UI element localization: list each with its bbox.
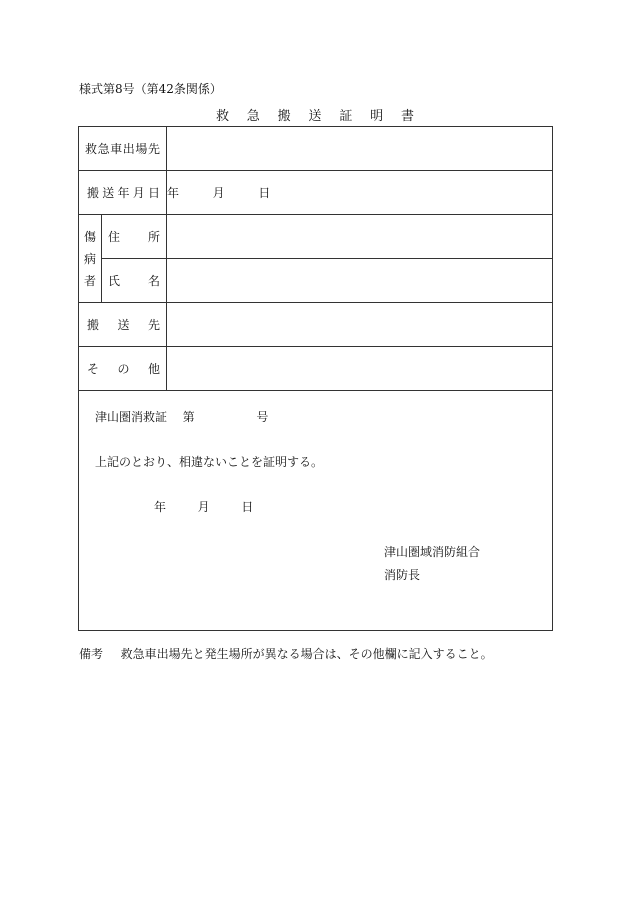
year-label: 年: [167, 186, 180, 200]
label-char: の: [117, 362, 130, 376]
remark-text: 救急車出場先と発生場所が異なる場合は、その他欄に記入すること。: [120, 647, 493, 661]
issuing-organization: 津山圏域消防組合: [384, 545, 481, 559]
day-label: 日: [241, 500, 254, 514]
day-label: 日: [258, 186, 271, 200]
label-char: 送: [117, 318, 130, 332]
row-dispatch-location: [79, 127, 553, 171]
label-other: [79, 347, 167, 391]
label-char: 氏: [108, 274, 121, 288]
transport-date-field[interactable]: [167, 171, 553, 215]
label-char: 搬: [87, 318, 100, 332]
label-char: 先: [147, 318, 160, 332]
label-char: 所: [147, 230, 160, 244]
label-char: 搬: [87, 186, 100, 200]
label-transport-date: [79, 171, 167, 215]
label-char: 急: [97, 142, 110, 156]
row-other: [79, 347, 553, 391]
year-label: 年: [154, 500, 167, 514]
title-char: 送: [308, 109, 322, 124]
label-char: 日: [147, 186, 160, 200]
row-certification: [79, 391, 553, 631]
other-field[interactable]: [167, 347, 553, 391]
label-char: 先: [147, 142, 160, 156]
fire-chief-title: 消防長: [384, 568, 421, 582]
patient-char: 傷: [83, 229, 96, 244]
destination-field[interactable]: [167, 303, 553, 347]
form-number: 様式第8号（第42条関係）: [79, 82, 222, 96]
cert-prefix: 津山圏消救証: [95, 410, 168, 424]
label-char: そ: [87, 362, 100, 376]
certification-statement: 上記のとおり、相違ないことを証明する。: [95, 455, 324, 469]
patient-address-field[interactable]: [167, 215, 553, 259]
row-patient-name: [79, 259, 553, 303]
title-char: 救: [215, 109, 229, 124]
patient-char: 病: [83, 251, 96, 266]
title-char: 急: [246, 109, 260, 124]
document-title: [0, 105, 630, 124]
label-patient: [79, 215, 102, 303]
label-char: 年: [117, 186, 130, 200]
label-char: 月: [132, 186, 145, 200]
patient-char: 者: [83, 273, 96, 288]
certificate-table: [78, 126, 553, 631]
cert-dai: 第: [182, 410, 195, 424]
row-patient-address: [79, 215, 553, 259]
title-char: 証: [339, 109, 353, 124]
certificate-number-line: [95, 408, 268, 425]
label-dispatch-location: [79, 127, 167, 171]
label-name: [102, 259, 167, 303]
label-char: 住: [108, 230, 121, 244]
row-transport-date: [79, 171, 553, 215]
title-char: 搬: [277, 109, 291, 124]
label-char: 救: [85, 142, 98, 156]
label-char: 他: [147, 362, 160, 376]
label-address: [102, 215, 167, 259]
month-label: 月: [197, 500, 210, 514]
row-destination: [79, 303, 553, 347]
certification-box: [79, 391, 553, 631]
label-destination: [79, 303, 167, 347]
remark-note: [79, 645, 493, 662]
label-char: 場: [135, 142, 148, 156]
label-char: 送: [102, 186, 115, 200]
dispatch-location-field[interactable]: [167, 127, 553, 171]
patient-name-field[interactable]: [167, 259, 553, 303]
title-char: 明: [370, 109, 384, 124]
label-char: 名: [147, 274, 160, 288]
certification-date: [154, 498, 253, 515]
remark-label: 備考: [79, 647, 104, 661]
month-label: 月: [212, 186, 225, 200]
label-char: 車: [110, 142, 123, 156]
label-char: 出: [122, 142, 135, 156]
cert-go: 号: [256, 410, 269, 424]
title-char: 書: [401, 109, 415, 124]
